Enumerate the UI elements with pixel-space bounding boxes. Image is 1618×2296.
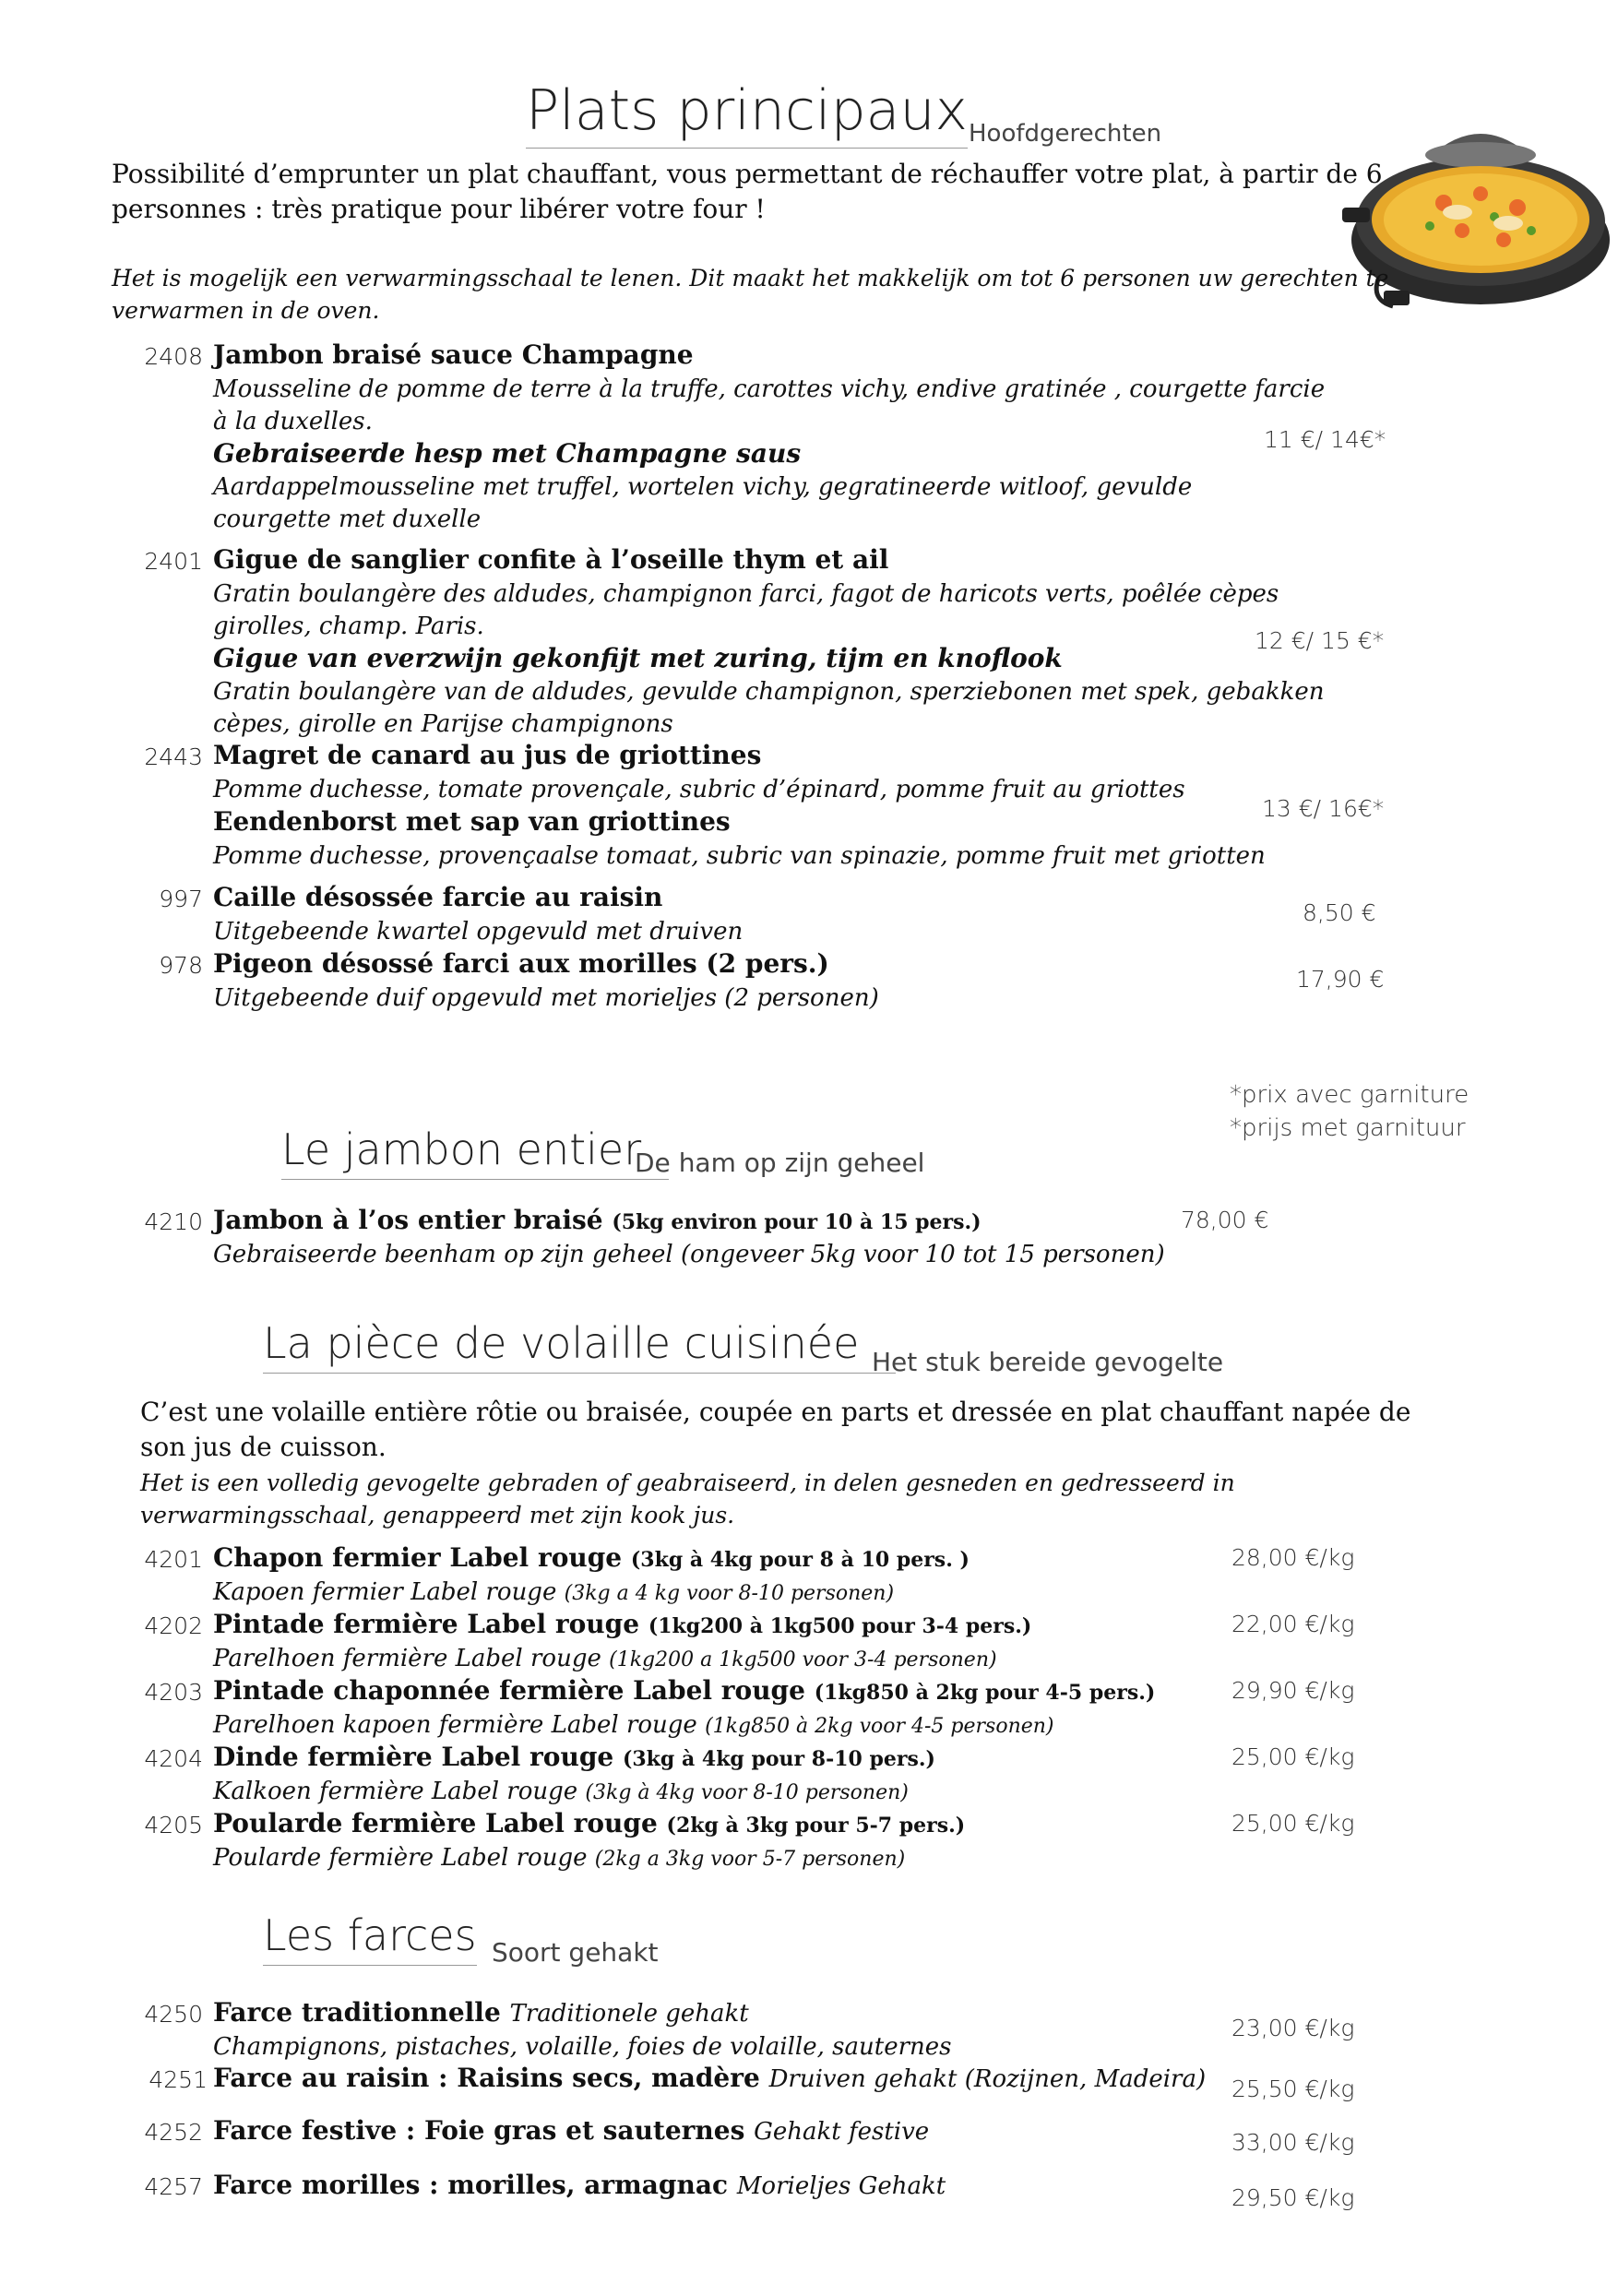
- item-name: [213, 1997, 749, 2028]
- item-name-nl: Eendenborst met sap van griottines: [213, 806, 731, 837]
- item-quantity: (3kg à 4kg pour 8-10 pers.): [622, 1747, 935, 1771]
- page-subtitle: Hoofdgerechten: [969, 120, 1162, 148]
- item-quantity: (1kg200 à 1kg500 pour 3-4 pers.): [648, 1614, 1032, 1638]
- item-description-nl: Uitgebeende kwartel opgevuld met druiven: [213, 918, 744, 946]
- item-quantity-nl: (3kg à 4kg voor 8-10 personen): [585, 1781, 909, 1804]
- item-code: 4203: [144, 1679, 203, 1706]
- volaille-intro-nl-1: Het is een volledig gevogelte gebraden of geabraiseerd, in delen gesneden en gedresseerd in: [140, 1469, 1235, 1496]
- item-name-nl: Poularde fermière Label rouge: [213, 1844, 588, 1872]
- section-title-farces: Les farces: [263, 1909, 477, 1966]
- item-name: Magret de canard au jus de griottines: [213, 740, 762, 770]
- item-name-text: Chapon fermier Label rouge: [213, 1542, 623, 1573]
- item-price: 29,50 €/kg: [1231, 2184, 1355, 2211]
- section-subtitle-volaille: Het stuk bereide gevogelte: [872, 1347, 1224, 1377]
- item-name: Pigeon désossé farci aux morilles (2 pers.): [213, 948, 829, 979]
- item-description-nl: [213, 1776, 909, 1809]
- item-name: [213, 1675, 1155, 1706]
- item-quantity-nl: (3kg a 4 kg voor 8-10 personen): [564, 1582, 895, 1605]
- item-code: 4251: [149, 2066, 208, 2093]
- item-description-nl: Gebraiseerde beenham op zijn geheel (ongeveer 5kg voor 10 tot 15 personen): [213, 1241, 1165, 1268]
- item-description: à la duxelles.: [213, 408, 373, 435]
- item-name: Jambon braisé sauce Champagne: [213, 339, 694, 370]
- item-description-nl: courgette met duxelle: [213, 506, 482, 533]
- item-name: Gigue de sanglier confite à l’oseille thym et ail: [213, 544, 889, 575]
- item-price: 78,00 €: [1181, 1207, 1269, 1233]
- item-price: 13 €/ 16€*: [1262, 795, 1385, 822]
- item-price: 25,50 €/kg: [1231, 2076, 1355, 2102]
- item-name-text: Pintade chaponnée fermière Label rouge: [213, 1675, 805, 1706]
- item-price: 25,00 €/kg: [1231, 1743, 1355, 1770]
- item-name-nl: Morieljes Gehakt: [736, 2172, 946, 2200]
- item-quantity-nl: (1kg850 à 2kg voor 4-5 personen): [705, 1715, 1054, 1738]
- item-name: [213, 2115, 929, 2146]
- item-quantity-nl: (1kg200 a 1kg500 voor 3-4 personen): [609, 1648, 997, 1671]
- item-code: 978: [159, 952, 203, 979]
- item-name-nl: Gigue van everzwijn gekonfijt met zuring, tijm en knoflook: [213, 643, 1063, 673]
- section-title-volaille: La pièce de volaille cuisinée: [263, 1317, 896, 1374]
- item-code: 4257: [144, 2173, 203, 2200]
- item-price: 17,90 €: [1296, 966, 1385, 993]
- item-name: [213, 1542, 970, 1573]
- item-price: 25,00 €/kg: [1231, 1810, 1355, 1837]
- item-name: [213, 2063, 1206, 2093]
- item-description-nl: cèpes, girolle en Parijse champignons: [213, 710, 673, 738]
- volaille-intro-nl-2: verwarmingsschaal, genappeerd met zijn kook jus.: [140, 1502, 735, 1529]
- item-name-nl: Gehakt festive: [754, 2118, 930, 2146]
- item-code: 2408: [144, 343, 203, 370]
- item-quantity: (3kg à 4kg pour 8 à 10 pers. ): [630, 1548, 970, 1572]
- item-description: Gratin boulangère des aldudes, champignon farci, fagot de haricots verts, poêlée cèpes: [213, 580, 1279, 608]
- volaille-intro-fr-2: son jus de cuisson.: [140, 1432, 387, 1462]
- item-name-nl: Kalkoen fermière Label rouge: [213, 1778, 578, 1805]
- intro-fr-line-1: Possibilité d’emprunter un plat chauffant, vous permettant de réchauffer votre plat, à partir de 6: [112, 159, 1383, 189]
- item-name: [213, 1808, 965, 1838]
- item-description-nl: Uitgebeende duif opgevuld met morieljes (2 personen): [213, 984, 879, 1012]
- item-description-nl: [213, 1643, 997, 1676]
- item-description-nl: Aardappelmousseline met truffel, wortelen vichy, gegratineerde witloof, gevulde: [213, 473, 1193, 501]
- item-code: 997: [159, 886, 203, 912]
- item-code: 4210: [144, 1208, 203, 1235]
- item-description-nl: Pomme duchesse, provençaalse tomaat, subric van spinazie, pomme fruit met griotten: [213, 842, 1266, 870]
- item-code: 4204: [144, 1745, 203, 1772]
- item-name-text: Farce traditionnelle: [213, 1997, 501, 2028]
- item-name-nl: Druiven gehakt (Rozijnen, Madeira): [768, 2065, 1207, 2093]
- item-code: 4202: [144, 1612, 203, 1639]
- item-name-nl: Kapoen fermier Label rouge: [213, 1578, 557, 1606]
- item-ingredients: : Raisins secs, madère: [429, 2063, 760, 2093]
- item-name: [213, 2170, 946, 2200]
- item-description-nl: Gratin boulangère van de aldudes, gevulde champignon, sperziebonen met spek, gebakken: [213, 678, 1325, 706]
- item-code: 2401: [144, 548, 203, 575]
- item-description: Champignons, pistaches, volaille, foies de volaille, sauternes: [213, 2033, 952, 2061]
- item-name-text: Poularde fermière Label rouge: [213, 1808, 658, 1838]
- item-description-nl: [213, 1709, 1054, 1743]
- item-price: 22,00 €/kg: [1231, 1611, 1355, 1637]
- section-title-jambon: Le jambon entier: [281, 1124, 669, 1180]
- item-name-nl: Parelhoen kapoen fermière Label rouge: [213, 1711, 697, 1739]
- item-quantity-nl: (2kg a 3kg voor 5-7 personen): [594, 1848, 906, 1871]
- item-name-text: Jambon à l’os entier braisé: [213, 1205, 603, 1235]
- item-name: [213, 1742, 935, 1772]
- item-name-nl: Traditionele gehakt: [509, 2000, 749, 2028]
- item-price: 8,50 €: [1303, 899, 1376, 926]
- volaille-intro-fr-1: C’est une volaille entière rôtie ou braisée, coupée en parts et dressée en plat chauffant napée de: [140, 1397, 1411, 1427]
- item-code: 4250: [144, 2001, 203, 2028]
- garnish-note-nl: *prijs met garnituur: [1230, 1114, 1466, 1142]
- item-quantity: (2kg à 3kg pour 5-7 pers.): [666, 1814, 966, 1838]
- item-description-nl: [213, 1842, 905, 1875]
- item-description-nl: [213, 1576, 894, 1610]
- item-quantity: (1kg850 à 2kg pour 4-5 pers.): [814, 1681, 1156, 1705]
- item-price: 33,00 €/kg: [1231, 2129, 1355, 2156]
- item-code: 4205: [144, 1812, 203, 1838]
- item-description: Pomme duchesse, tomate provençale, subric d’épinard, pomme fruit au griottes: [213, 776, 1185, 803]
- section-subtitle-farces: Soort gehakt: [492, 1937, 659, 1968]
- item-price: 23,00 €/kg: [1231, 2015, 1355, 2041]
- item-description: Mousseline de pomme de terre à la truffe, carottes vichy, endive gratinée , courgette farcie: [213, 375, 1326, 403]
- item-code: 2443: [144, 744, 203, 770]
- item-name-text: Pintade fermière Label rouge: [213, 1609, 640, 1639]
- intro-fr-line-2: personnes : très pratique pour libérer votre four !: [112, 194, 766, 224]
- item-name-text: Farce morilles : morilles, armagnac: [213, 2170, 729, 2200]
- item-code: 4252: [144, 2119, 203, 2146]
- item-name-nl: Parelhoen fermière Label rouge: [213, 1645, 601, 1672]
- item-price: 28,00 €/kg: [1231, 1544, 1355, 1571]
- item-price: 11 €/ 14€*: [1264, 426, 1386, 453]
- item-price: 12 €/ 15 €*: [1255, 627, 1385, 654]
- item-price: 29,90 €/kg: [1231, 1677, 1355, 1704]
- item-description: girolles, champ. Paris.: [213, 613, 484, 640]
- item-quantity: (5kg environ pour 10 à 15 pers.): [612, 1210, 982, 1234]
- section-subtitle-jambon: De ham op zijn geheel: [635, 1148, 925, 1178]
- item-name: [213, 1609, 1031, 1639]
- item-name: Caille désossée farcie au raisin: [213, 882, 663, 912]
- page-title: Plats principaux: [526, 77, 968, 149]
- item-name: [213, 1205, 982, 1235]
- item-name-text: Farce au raisin: [213, 2063, 430, 2093]
- intro-nl-line-2: verwarmen in de oven.: [112, 297, 380, 324]
- item-name-text: Dinde fermière Label rouge: [213, 1742, 614, 1772]
- garnish-note-fr: *prix avec garniture: [1230, 1081, 1469, 1109]
- item-name-nl: Gebraiseerde hesp met Champagne saus: [213, 438, 802, 469]
- item-name-text: Farce festive : Foie gras et sauternes: [213, 2115, 745, 2146]
- item-code: 4201: [144, 1546, 203, 1573]
- intro-nl-line-1: Het is mogelijk een verwarmingsschaal te lenen. Dit maakt het makkelijk om tot 6 personen uw gerechten te: [112, 265, 1389, 291]
